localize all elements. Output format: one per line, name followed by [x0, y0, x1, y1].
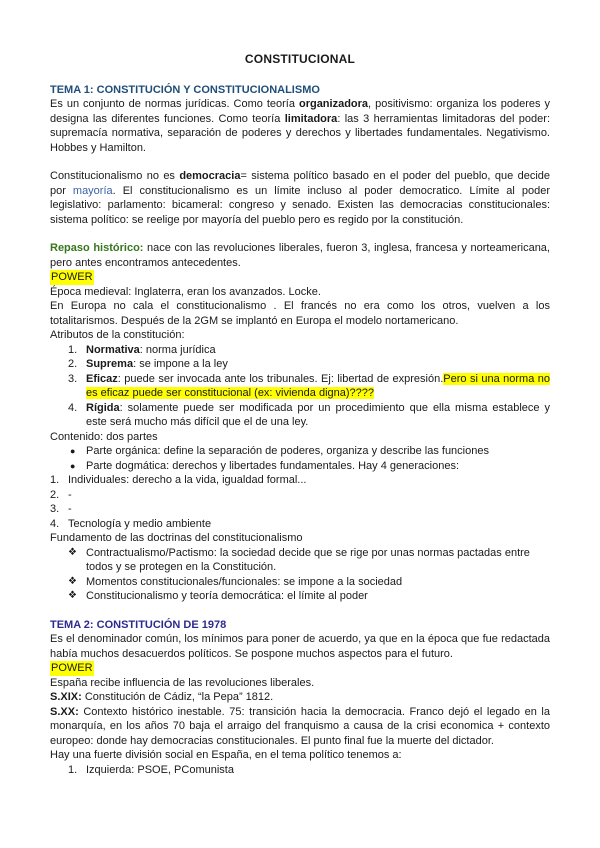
- tema1-paragraph-2: Constitucionalismo no es democracia= sistema político basado en el poder del pueblo, que decide por mayoría. El constitucionalismo es un límite incluso al poder democratico. Límite al poder legislativo: parlamento: bicameral: congreso y senado. Existen las democracias constitucionales: sistema político: se reelige por mayoría del pueblo pero es regido por la constitución.: [50, 170, 550, 226]
- document-content: [50, 52, 550, 777]
- sxx-paragraph: S.XX: Contexto histórico inestable. 75: transición hacia la democracia. Franco dejó el legado en la monarquía, en los años 70 baja el arraigo del franquismo a causa de la crisi economica + contexto europeo: donde hay democracias constitucionales. El punto final fue la muerte del dictador.: [50, 705, 550, 747]
- europa-paragraph: En Europa no cala el constitucionalismo . El francés no era como los otros, vuelven a los totalitarismos. Después de la 2GM se implantó en Europa el modelo nortamericano.: [50, 300, 550, 327]
- bullet-icon: ●: [70, 460, 76, 471]
- list-item: 1. Normativa: norma jurídica: [68, 343, 216, 356]
- tema2-paragraph-1: Es el denominador común, los mínimos para poner de acuerdo, ya que en la época que fue redactada había muchos desacuerdos políticos. Se pospone muchos aspectos para el futuro.: [50, 633, 550, 660]
- list-item: ❖ Constitucionalismo y teoría democrática: el límite al poder: [68, 590, 368, 602]
- contenido-label: Contenido: dos partes: [50, 430, 158, 443]
- list-item: 3. Eficaz: puede ser invocada ante los tribunales. Ej: libertad de expresión.Pero si una norma no es eficaz puede ser constitucional (ex: vivienda digna)????: [68, 372, 550, 399]
- fundamentos-list: [50, 546, 550, 604]
- list-item: ● Parte orgánica: define la separación de poderes, organiza y describe las funciones: [70, 445, 489, 457]
- list-item: 1. Individuales: derecho a la vida, igualdad formal...: [50, 474, 307, 486]
- tema1-heading: TEMA 1: CONSTITUCIÓN Y CONSTITUCIONALISMO: [50, 83, 320, 96]
- list-item: ● Parte dogmática: derechos y libertades fundamentales. Hay 4 generaciones:: [70, 459, 459, 472]
- power-highlight-1: POWER: [51, 271, 93, 283]
- repaso-historico: Repaso histórico: nace con las revoluciones liberales, fueron 3, inglesa, francesa y norteamericana, pero antes encontramos antecedentes.: [50, 242, 550, 269]
- diamond-bullet-icon: ❖: [68, 575, 77, 587]
- list-item: 2. -: [50, 488, 72, 501]
- atributos-label: Atributos de la constitución:: [50, 329, 185, 341]
- bullet-icon: ●: [70, 446, 76, 456]
- generaciones-list: [50, 473, 550, 531]
- tema1-paragraph-1: Es un conjunto de normas jurídicas. Como teoría organizadora, positivismo: organiza los poderes y designa las diferentes funciones. Como teoría limitadora: las 3 herramientas limitadoras del poder: supremacía normativa, separación de poderes y derechos y libertades fundamentales. Negativismo. Hobbes y Hamilton.: [50, 98, 551, 154]
- power-highlight-2: POWER: [51, 662, 93, 674]
- list-item: 4. Rígida: solamente puede ser modificada por un procedimiento que ella misma establece y este será mucho más difícil que el de una ley.: [68, 401, 550, 428]
- epoca-medieval: Época medieval: Inglaterra, eran los avanzados. Locke.: [50, 285, 321, 298]
- partidos-list: [50, 763, 550, 778]
- division-paragraph: Hay una fuerte división social en España, en el tema político tenemos a:: [50, 749, 402, 761]
- fundamento-label: Fundamento de las doctrinas del constitucionalismo: [50, 532, 303, 544]
- tema2-heading: TEMA 2: CONSTITUCIÓN DE 1978: [50, 618, 227, 631]
- diamond-bullet-icon: ❖: [68, 546, 77, 558]
- influencia-paragraph: España recibe influencia de las revoluciones liberales.: [50, 676, 315, 689]
- list-item: 2. Suprema: se impone a la ley: [68, 358, 228, 370]
- highlighted-question: Pero si una norma no es eficaz puede ser constitucional (ex: vivienda digna)????: [86, 372, 550, 399]
- atributos-list: [50, 343, 550, 430]
- list-item: ❖ Momentos constitucionales/funcionales: se impone a la sociedad: [68, 575, 403, 588]
- contenido-list: [50, 444, 550, 473]
- sxix-paragraph: S.XIX: Constitución de Cádiz, “la Pepa” 1812.: [50, 691, 274, 703]
- document-title: CONSTITUCIONAL: [244, 52, 356, 66]
- diamond-bullet-icon: ❖: [68, 590, 77, 601]
- list-item: 1. Izquierda: PSOE, PComunista: [68, 763, 234, 776]
- list-item: ❖ Contractualismo/Pactismo: la sociedad decide que se rige por unas normas pactadas entre todos y se protegen en la Constitución.: [68, 546, 530, 573]
- list-item: 3. -: [50, 503, 72, 515]
- list-item: 4. Tecnología y medio ambiente: [50, 517, 212, 530]
